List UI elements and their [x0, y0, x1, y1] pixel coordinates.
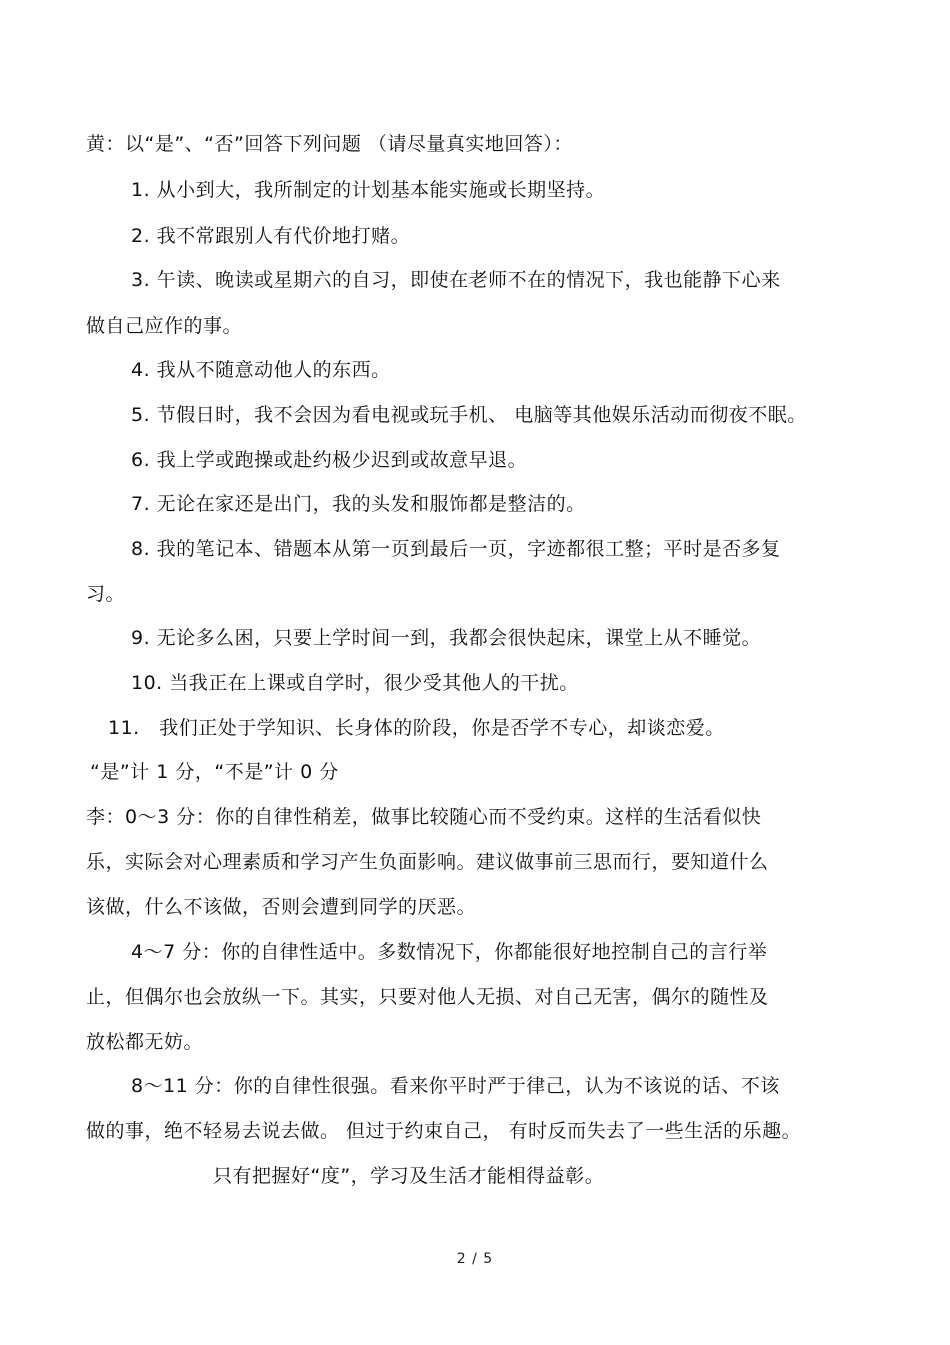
result-low-line-1: 李：0～3 分：你的自律性稍差，做事比较随心而不受约束。这样的生活看似快 — [86, 806, 762, 828]
question-2: 2. 我不常跟别人有代价地打赌。 — [131, 225, 411, 247]
question-7: 7. 无论在家还是出门，我的头发和服饰都是整洁的。 — [131, 493, 586, 515]
question-1: 1. 从小到大，我所制定的计划基本能实施或长期坚持。 — [131, 179, 606, 201]
result-high-line-2: 做的事，绝不轻易去说去做。 但过于约束自己， 有时反而失去了一些生活的乐趣。 — [86, 1120, 802, 1142]
result-high-line-1: 8～11 分：你的自律性很强。看来你平时严于律己，认为不该说的话、不该 — [131, 1075, 780, 1097]
result-low-line-3: 该做，什么不该做，否则会遭到同学的厌恶。 — [86, 896, 477, 918]
result-mid-line-3: 放松都无妨。 — [86, 1031, 204, 1053]
question-8-line-1: 8. 我的笔记本、错题本从第一页到最后一页，字迹都很工整；平时是否多复 — [131, 538, 781, 560]
question-6: 6. 我上学或跑操或赴约极少迟到或故意早退。 — [131, 449, 528, 471]
question-3-line-2: 做自己应作的事。 — [86, 315, 243, 337]
intro-line: 黄：以“是”、“否”回答下列问题 （请尽量真实地回答）： — [86, 133, 573, 155]
result-low-line-2: 乐，实际会对心理素质和学习产生负面影响。建议做事前三思而行，要知道什么 — [86, 851, 769, 873]
question-4: 4. 我从不随意动他人的东西。 — [131, 359, 391, 381]
question-8-line-2: 习。 — [86, 583, 126, 605]
closing-line: 只有把握好“度”，学习及生活才能相得益彰。 — [213, 1165, 605, 1187]
question-10: 10. 当我正在上课或自学时，很少受其他人的干扰。 — [131, 672, 579, 694]
scoring-rule: “是”计 1 分，“不是”计 0 分 — [90, 761, 339, 783]
page-number: 2 / 5 — [456, 1251, 494, 1267]
result-mid-line-2: 止，但偶尔也会放纵一下。其实，只要对他人无损、对自己无害，偶尔的随性及 — [86, 986, 769, 1008]
question-9: 9. 无论多么困，只要上学时间一到，我都会很快起床，课堂上从不睡觉。 — [131, 627, 762, 649]
question-11: 11. 我们正处于学知识、长身体的阶段，你是否学不专心，却谈恋爱。 — [108, 717, 725, 739]
question-5: 5. 节假日时，我不会因为看电视或玩手机、 电脑等其他娱乐活动而彻夜不眠。 — [131, 404, 807, 426]
result-mid-line-1: 4～7 分：你的自律性适中。多数情况下，你都能很好地控制自己的言行举 — [131, 941, 768, 963]
question-3-line-1: 3. 午读、晚读或星期六的自习，即使在老师不在的情况下，我也能静下心来 — [131, 269, 781, 291]
